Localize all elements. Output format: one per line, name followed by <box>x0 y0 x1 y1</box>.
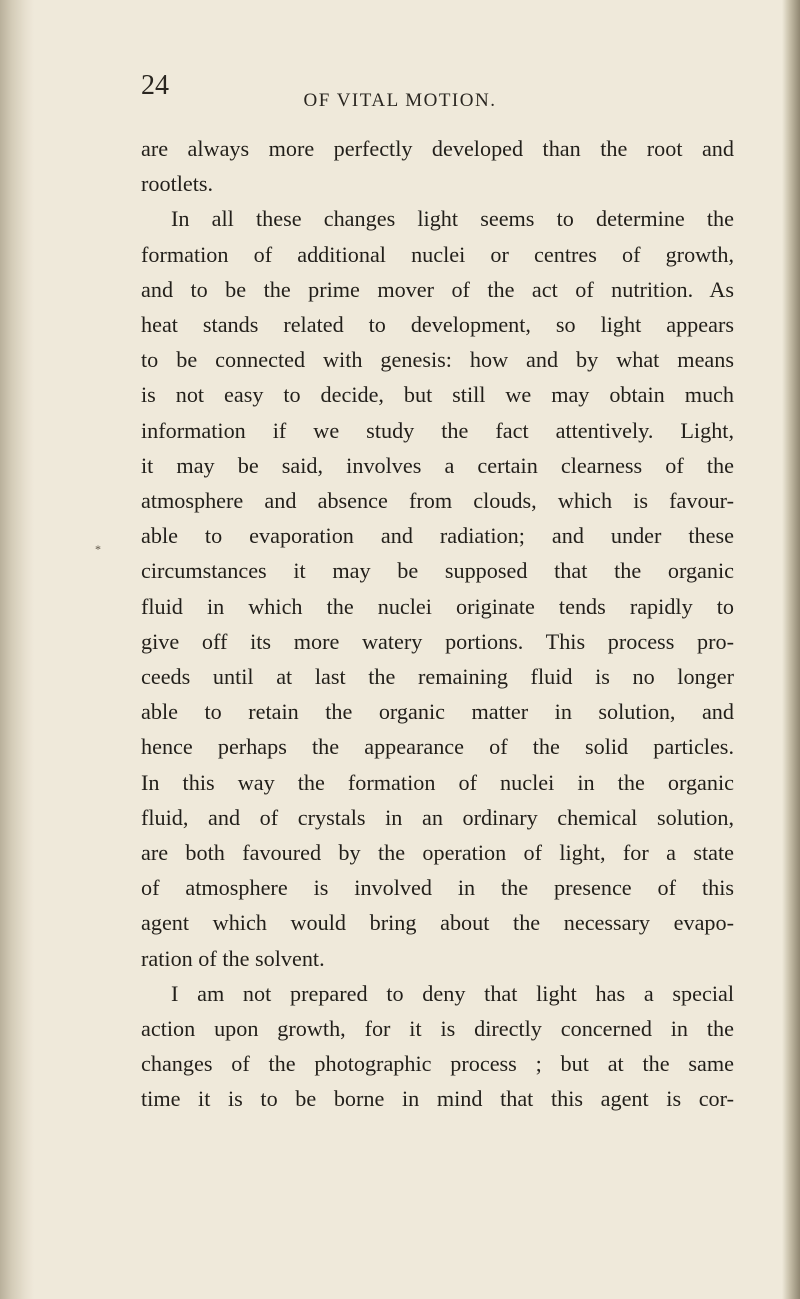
text-line: information if we study the fact attentively. Light, <box>141 417 734 443</box>
text-line: I am not prepared to deny that light has a special <box>171 980 734 1006</box>
text-line: hence perhaps the appearance of the solid particles. <box>141 734 734 760</box>
text-line: changes of the photographic process ; but at the same <box>141 1051 734 1077</box>
text-line: to be connected with genesis: how and by what means <box>141 347 734 373</box>
text-line: time it is to be borne in mind that this agent is cor- <box>141 1086 734 1112</box>
text-line: action upon growth, for it is directly concerned in the <box>141 1016 734 1042</box>
text-line: of atmosphere is involved in the presence of this <box>141 875 734 901</box>
text-line: ration of the solvent. <box>141 945 325 971</box>
binding-shadow <box>0 0 34 1299</box>
text-line: In all these changes light seems to determine the <box>171 206 734 232</box>
text-line: is not easy to decide, but still we may obtain much <box>141 382 734 408</box>
text-line: it may be said, involves a certain clearness of the <box>141 452 734 478</box>
text-line: In this way the formation of nuclei in the organic <box>141 769 734 795</box>
page-number: 24 <box>141 70 169 101</box>
page-edge-shadow <box>782 0 800 1299</box>
running-head: OF VITAL MOTION. <box>303 90 497 111</box>
stray-mark: * <box>95 542 101 556</box>
text-line: fluid, and of crystals in an ordinary chemical solution, <box>141 804 734 830</box>
text-line: ceeds until at last the remaining fluid is no longer <box>141 664 734 690</box>
text-line: formation of additional nuclei or centres of growth, <box>141 241 734 267</box>
body-text <box>141 131 734 1117</box>
text-line: are both favoured by the operation of light, for a state <box>141 840 734 866</box>
paragraph <box>141 976 734 1117</box>
paragraph <box>141 131 734 201</box>
text-line: atmosphere and absence from clouds, which is favour- <box>141 488 734 514</box>
text-line: are always more perfectly developed than the root and <box>141 136 734 161</box>
text-line: and to be the prime mover of the act of nutrition. As <box>141 276 734 302</box>
text-line: circumstances it may be supposed that the organic <box>141 558 734 584</box>
text-line: agent which would bring about the necessary evapo- <box>141 910 734 936</box>
paragraph <box>141 201 734 975</box>
text-line: heat stands related to development, so light appears <box>141 312 734 338</box>
text-line: able to evaporation and radiation; and under these <box>141 523 734 549</box>
text-line: able to retain the organic matter in solution, and <box>141 699 734 725</box>
text-line: rootlets. <box>141 171 214 197</box>
text-line: give off its more watery portions. This process pro- <box>141 628 734 654</box>
text-line: fluid in which the nuclei originate tends rapidly to <box>141 593 734 619</box>
